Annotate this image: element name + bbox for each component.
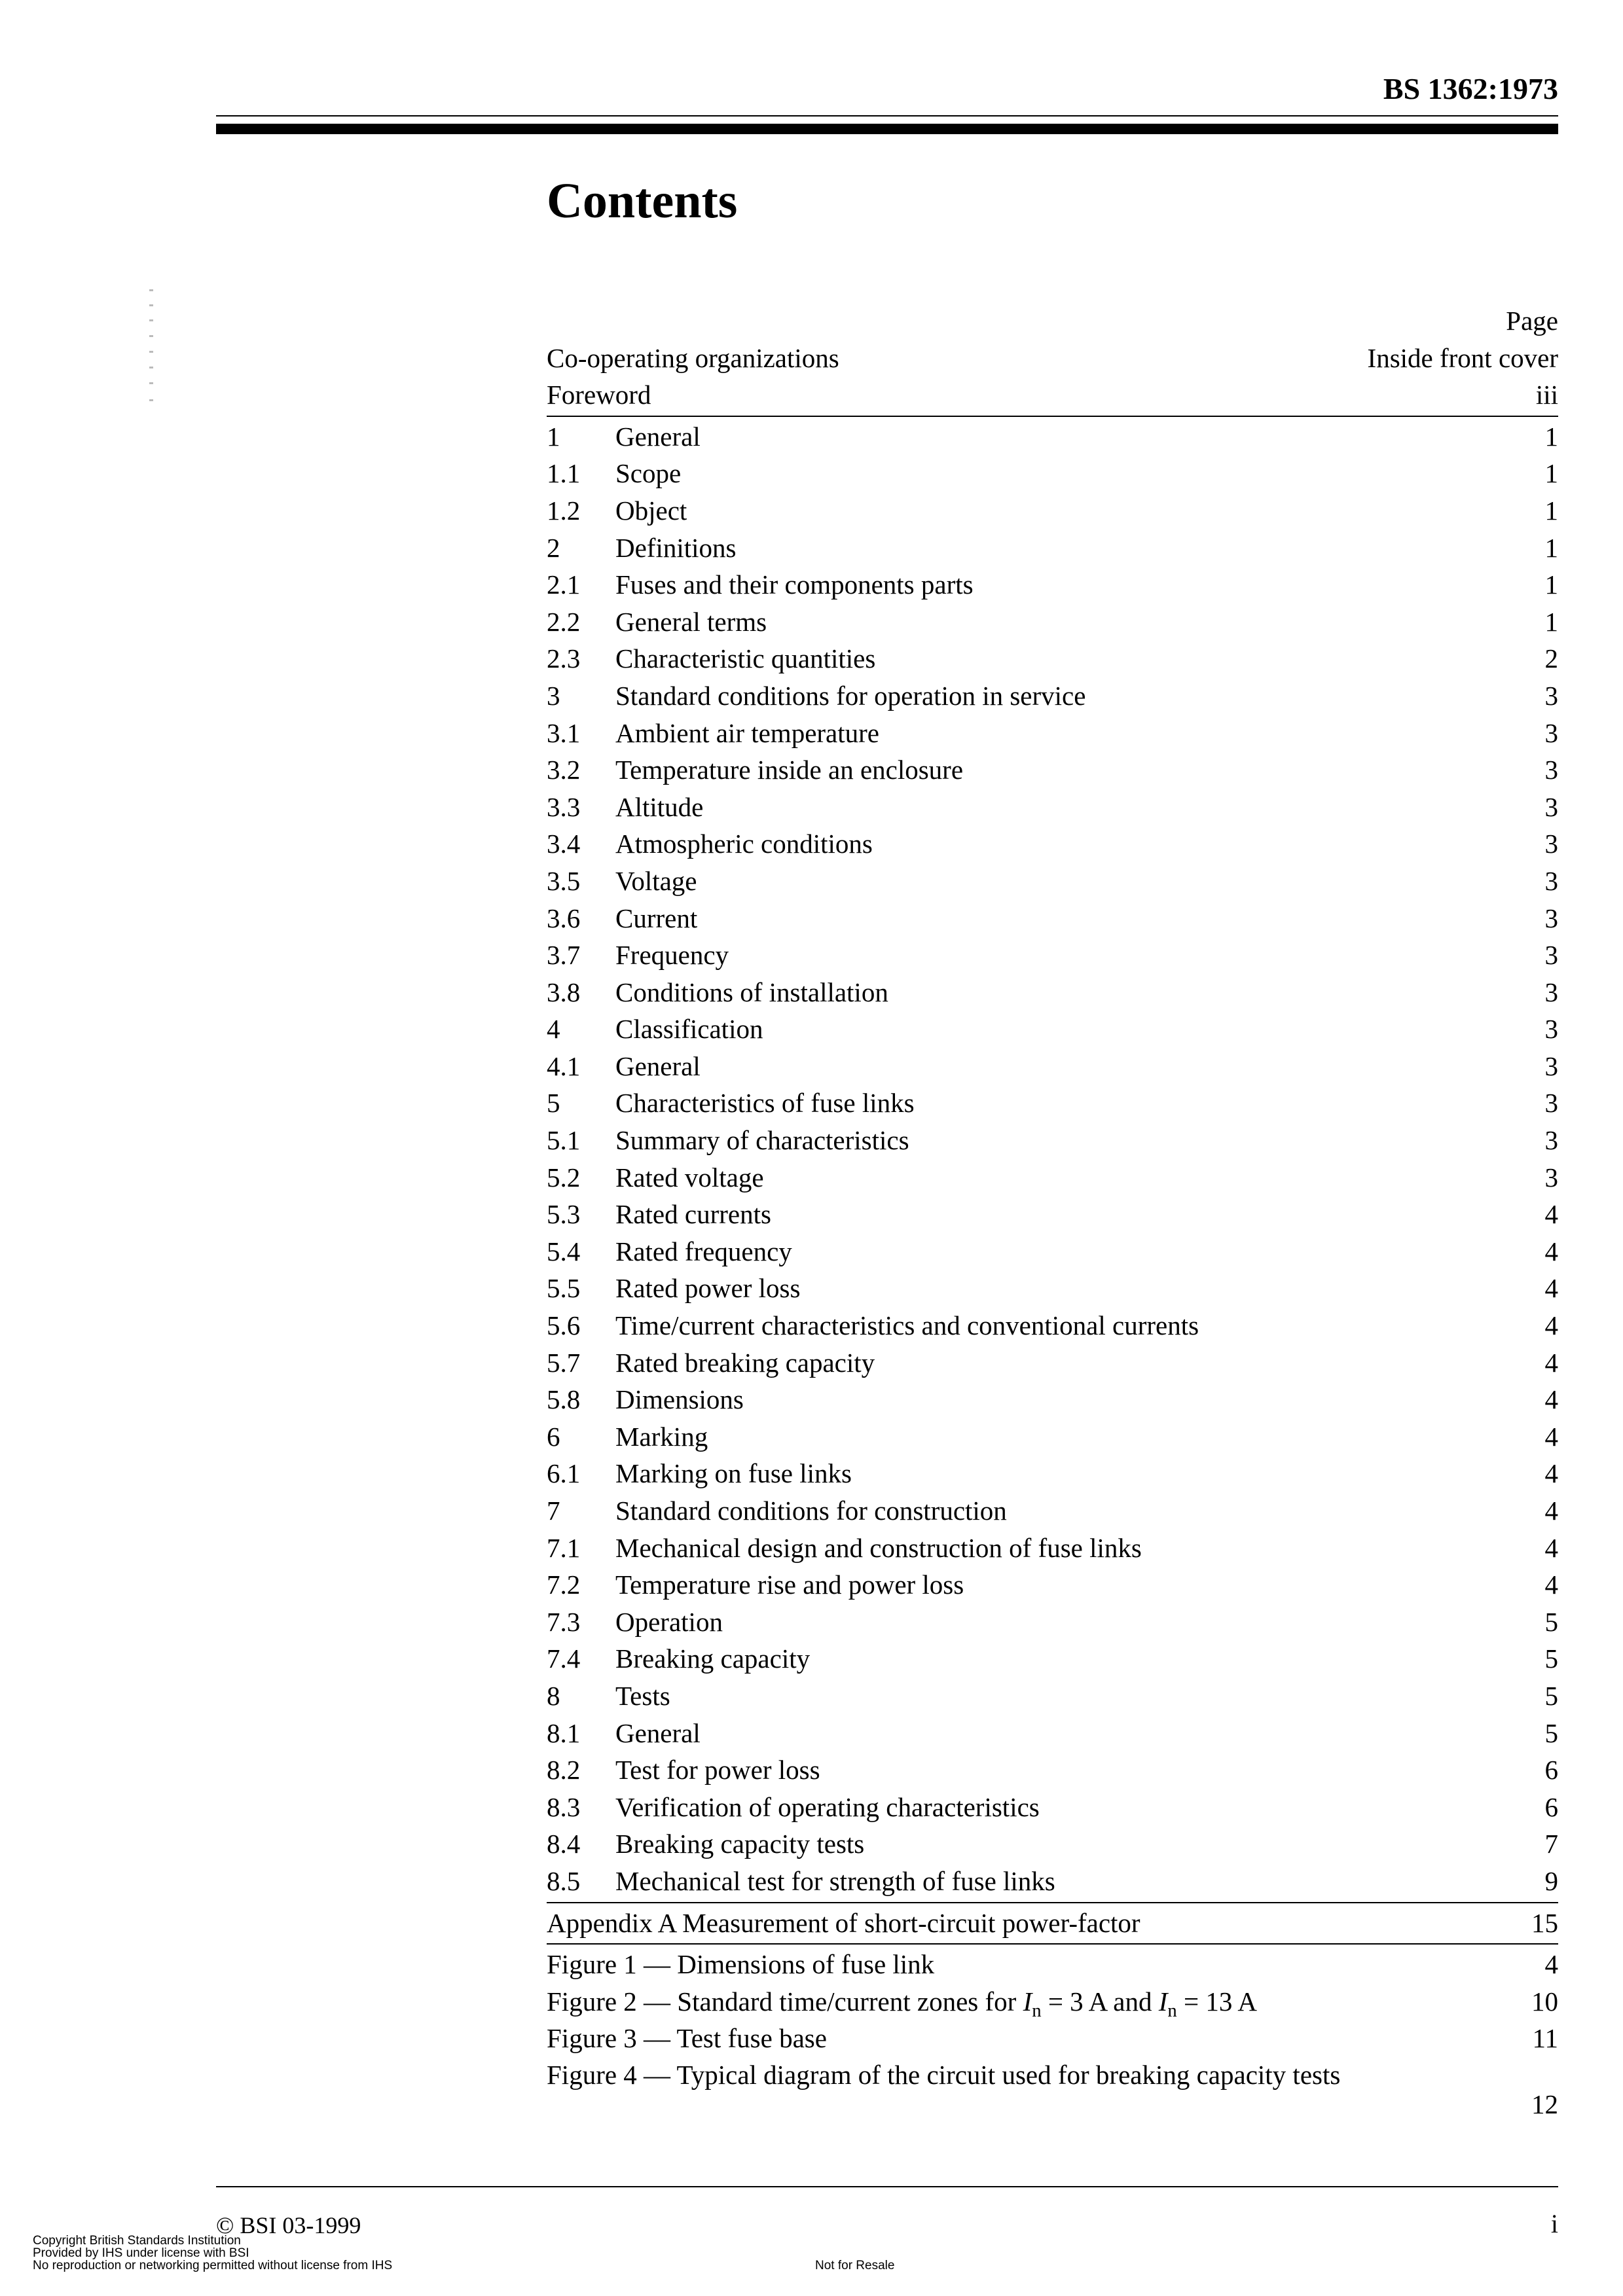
standard-id: BS 1362:1973 [1383, 72, 1558, 105]
toc-entry-title: Test for power loss [615, 1755, 820, 1785]
toc-entry-section[interactable] [547, 1011, 1558, 1048]
toc-entry-page: 6 [1544, 1791, 1558, 1822]
toc-entry-section[interactable] [547, 1418, 1558, 1456]
toc-entry-title: Tests [615, 1680, 670, 1711]
toc-entry-section[interactable] [547, 1789, 1558, 1826]
toc-entry-title: Mechanical design and construction of fuse links [615, 1532, 1142, 1563]
toc-entry-title: Marking on fuse links [615, 1458, 852, 1489]
toc-entry-title: Marking [615, 1421, 708, 1452]
toc-entry-title: Rated currents [615, 1199, 771, 1230]
toc-entry-page: 5 [1544, 1680, 1558, 1711]
toc-entry-page: 3 [1544, 680, 1558, 711]
toc-entry-section[interactable] [547, 1640, 1558, 1677]
toc-entry-page: 3 [1544, 791, 1558, 822]
toc-divider [547, 416, 1558, 417]
toc-entry-title: Figure 2 — Standard time/current zones for $I_n = 3$ A and $I_n = 13$ A [547, 1986, 1257, 2021]
toc-entry-section[interactable] [547, 1751, 1558, 1789]
toc-entry-section[interactable] [547, 1492, 1558, 1530]
toc-entry-title: Fuses and their components parts [615, 569, 974, 600]
toc-entry-page: 4 [1544, 1310, 1558, 1341]
toc-entry-title: Ambient air temperature [615, 717, 879, 748]
toc-entry-section[interactable] [547, 492, 1558, 529]
toc-entry-number: 8.5 [547, 1865, 581, 1896]
toc-entry-page: 1 [1544, 421, 1558, 452]
toc-entry-figure-1[interactable] [547, 1946, 1558, 1983]
toc-entry-number: 5.6 [547, 1310, 581, 1341]
toc-entry-number: 2.1 [547, 569, 581, 600]
toc-entry-page: Inside front cover [1367, 342, 1558, 373]
toc-entry-section[interactable] [547, 640, 1558, 677]
toc-entry-title: Figure 1 — Dimensions of fuse link [547, 1949, 935, 1980]
toc-entry-page: 3 [1544, 1014, 1558, 1045]
toc-entry-title: Frequency [615, 940, 729, 971]
toc-entry-number: 3.4 [547, 829, 581, 859]
toc-entry-page: 4 [1544, 1273, 1558, 1304]
toc-entry-page: 11 [1532, 2023, 1558, 2054]
toc-entry-title: Atmospheric conditions [615, 829, 873, 859]
toc-entry-page: 3 [1544, 1162, 1558, 1193]
toc-entry-number: 6.1 [547, 1458, 581, 1489]
toc-entry-section[interactable] [547, 455, 1558, 492]
toc-entry-page: 4 [1544, 1949, 1558, 1980]
toc-entry-section[interactable] [547, 1863, 1558, 1900]
toc-entry-section[interactable] [547, 715, 1558, 752]
license-line-2: Provided by IHS under license with BSI [33, 2246, 249, 2260]
toc-entry-title: General terms [615, 606, 767, 637]
toc-entry-title: Characteristics of fuse links [615, 1088, 915, 1119]
toc-entry-number: 7.3 [547, 1606, 581, 1637]
toc-entry-cooperating-organizations[interactable] [547, 340, 1558, 377]
toc-entry-title: Rated frequency [615, 1236, 792, 1266]
toc-entry-number: 7 [547, 1496, 560, 1526]
toc-entry-title: Verification of operating characteristics [615, 1791, 1040, 1822]
toc-entry-title: Standard conditions for construction [615, 1496, 1007, 1526]
toc-entry-page: 9 [1544, 1865, 1558, 1896]
toc-entry-section[interactable] [547, 1085, 1558, 1122]
toc-entry-number: 8.2 [547, 1755, 581, 1785]
toc-entry-title: Rated breaking capacity [615, 1347, 875, 1378]
toc-entry-number: 8.4 [547, 1829, 581, 1859]
toc-entry-section[interactable] [547, 789, 1558, 826]
toc-entry-page: 4 [1544, 1199, 1558, 1230]
toc-entry-number: 4 [547, 1014, 560, 1045]
toc-entry-title: Figure 3 — Test fuse base [547, 2023, 827, 2054]
toc-entry-page: iii [1535, 380, 1558, 410]
toc-entry-page: 4 [1544, 1347, 1558, 1378]
toc-entry-page: 3 [1544, 1050, 1558, 1081]
toc-entry-number: 5.4 [547, 1236, 581, 1266]
toc-entry-section[interactable] [547, 1344, 1558, 1382]
toc-entry-page: 10 [1531, 1986, 1558, 2017]
toc-entry-page: 3 [1544, 977, 1558, 1007]
toc-entry-page: 5 [1544, 1606, 1558, 1637]
toc-entry-number: 3.7 [547, 940, 581, 971]
toc-entry-page: 1 [1544, 495, 1558, 526]
toc-entry-number: 5.7 [547, 1347, 581, 1378]
toc-entry-foreword[interactable] [547, 376, 1558, 414]
toc-entry-section[interactable] [547, 974, 1558, 1011]
toc-entry-section[interactable] [547, 603, 1558, 641]
toc-entry-page: 1 [1544, 569, 1558, 600]
toc-entry-page: 5 [1544, 1643, 1558, 1674]
toc-entry-number: 8.1 [547, 1717, 581, 1748]
toc-entry-figure-3[interactable] [547, 2020, 1558, 2057]
toc-entry-number: 2.3 [547, 643, 581, 674]
toc-entry-section[interactable] [547, 1715, 1558, 1752]
toc-entry-page: 12 [1531, 2089, 1558, 2119]
toc-entry-figure-4[interactable] [547, 2057, 1558, 2121]
toc-entry-number: 6 [547, 1421, 560, 1452]
toc-entry-page: 1 [1544, 458, 1558, 489]
toc-entry-page: 3 [1544, 717, 1558, 748]
toc-entry-section[interactable] [547, 418, 1558, 456]
toc-entry-page: 4 [1544, 1570, 1558, 1600]
toc-entry-number: 2.2 [547, 606, 581, 637]
toc-entry-title: Mechanical test for strength of fuse links [615, 1865, 1055, 1896]
toc-entry-number: 3.2 [547, 755, 581, 785]
toc-entry-section[interactable] [547, 1825, 1558, 1863]
toc-entry-page: 1 [1544, 606, 1558, 637]
toc-entry-number: 3.5 [547, 865, 581, 896]
toc-entry-title: Breaking capacity [615, 1643, 811, 1674]
toc-entry-page: 3 [1544, 940, 1558, 971]
toc-entry-number: 1 [547, 421, 560, 452]
toc-entry-number: 2 [547, 532, 560, 563]
toc-entry-number: 3.6 [547, 903, 581, 933]
toc-entry-page: 4 [1544, 1236, 1558, 1266]
toc-entry-title: Operation [615, 1606, 723, 1637]
toc-entry-page: 1 [1544, 532, 1558, 563]
toc-entry-section[interactable] [547, 937, 1558, 974]
header-rule-thick [216, 124, 1558, 134]
toc-entry-number: 5.1 [547, 1125, 581, 1156]
toc-divider [547, 1943, 1558, 1945]
toc-entry-section[interactable] [547, 1677, 1558, 1715]
toc-entry-title: Standard conditions for operation in service [615, 680, 1086, 711]
page-title: Contents [547, 173, 738, 228]
toc-entry-page: 4 [1544, 1421, 1558, 1452]
toc-entry-section[interactable] [547, 1604, 1558, 1641]
toc-entry-section[interactable] [547, 1122, 1558, 1159]
toc-entry-page: 3 [1544, 865, 1558, 896]
toc-entry-number: 4.1 [547, 1050, 581, 1081]
toc-entry-section[interactable] [547, 1048, 1558, 1085]
toc-entry-section[interactable] [547, 1455, 1558, 1492]
table-of-contents [547, 302, 1558, 2121]
toc-entry-section[interactable] [547, 1530, 1558, 1567]
toc-entry-title: General [615, 421, 701, 452]
toc-entry-section[interactable] [547, 825, 1558, 863]
toc-entry-number: 3.3 [547, 791, 581, 822]
toc-entry-number: 3.1 [547, 717, 581, 748]
toc-entry-section[interactable] [547, 1233, 1558, 1270]
toc-entry-number: 1.1 [547, 458, 581, 489]
toc-entry-number: 3.8 [547, 977, 581, 1007]
toc-entry-title: General [615, 1050, 701, 1081]
not-for-resale: Not for Resale [815, 2259, 895, 2272]
toc-entry-title: Classification [615, 1014, 763, 1045]
toc-entry-number: 7.1 [547, 1532, 581, 1563]
toc-entry-number: 8.3 [547, 1791, 581, 1822]
toc-entry-title: Summary of characteristics [615, 1125, 909, 1156]
toc-entry-title: Conditions of installation [615, 977, 888, 1007]
toc-entry-section[interactable] [547, 1270, 1558, 1307]
toc-entry-page: 2 [1544, 643, 1558, 674]
footer-page-number: i [1550, 2209, 1558, 2238]
toc-entry-number: 5.3 [547, 1199, 581, 1230]
toc-entry-section[interactable] [547, 900, 1558, 937]
toc-entry-page: 4 [1544, 1458, 1558, 1489]
toc-entry-number: 1.2 [547, 495, 581, 526]
toc-entry-page: 6 [1544, 1755, 1558, 1785]
toc-entry-title: Object [615, 495, 687, 526]
toc-entry-title: Foreword [547, 380, 651, 410]
toc-entry-section[interactable] [547, 1381, 1558, 1418]
toc-entry-title: Altitude [615, 791, 704, 822]
toc-entry-page: 3 [1544, 829, 1558, 859]
toc-entry-title: General [615, 1717, 701, 1748]
toc-entry-section[interactable] [547, 1307, 1558, 1344]
toc-entry-page: 4 [1544, 1384, 1558, 1415]
toc-entry-title: Characteristic quantities [615, 643, 876, 674]
footer-copyright: © BSI 03-1999 [216, 2212, 361, 2238]
toc-entry-title: Time/current characteristics and conventional currents [615, 1310, 1199, 1341]
toc-entry-page: 15 [1531, 1907, 1558, 1938]
toc-entry-page: 7 [1544, 1829, 1558, 1859]
toc-entry-number: 3 [547, 680, 560, 711]
toc-entry-section[interactable] [547, 751, 1558, 789]
toc-entry-section[interactable] [547, 1196, 1558, 1233]
toc-entry-title: Voltage [615, 865, 697, 896]
toc-entry-title: Scope [615, 458, 682, 489]
footer-rule [216, 2186, 1558, 2187]
toc-entry-page: 5 [1544, 1717, 1558, 1748]
header-rule-thin [216, 115, 1558, 117]
toc-entry-title: Current [615, 903, 698, 933]
toc-page-header: Page [1506, 306, 1558, 336]
toc-entry-title: Temperature rise and power loss [615, 1570, 964, 1600]
toc-entry-number: 5.2 [547, 1162, 581, 1193]
toc-entry-page: 4 [1544, 1496, 1558, 1526]
toc-entry-page: 3 [1544, 755, 1558, 785]
toc-entry-appendix-a[interactable] [547, 1905, 1558, 1942]
toc-entry-page: 4 [1544, 1532, 1558, 1563]
toc-entry-page: 3 [1544, 903, 1558, 933]
toc-entry-figure-2[interactable] [547, 1983, 1558, 2020]
toc-entry-section[interactable] [547, 1159, 1558, 1196]
toc-entry-number: 7.2 [547, 1570, 581, 1600]
toc-entry-title: Co-operating organizations [547, 342, 839, 373]
toc-entry-section[interactable] [547, 863, 1558, 900]
toc-entry-title: Definitions [615, 532, 737, 563]
toc-entry-title: Appendix A Measurement of short-circuit power-factor [547, 1907, 1140, 1938]
toc-entry-number: 5.5 [547, 1273, 581, 1304]
toc-entry-title: Rated voltage [615, 1162, 764, 1193]
toc-divider [547, 1902, 1558, 1903]
toc-entry-title: Breaking capacity tests [615, 1829, 865, 1859]
toc-entry-number: 7.4 [547, 1643, 581, 1674]
toc-entry-number: 5.8 [547, 1384, 581, 1415]
toc-entry-number: 8 [547, 1680, 560, 1711]
toc-entry-number: 5 [547, 1088, 560, 1119]
toc-entry-section[interactable] [547, 529, 1558, 567]
toc-entry-section[interactable] [547, 566, 1558, 603]
toc-entry-title: Temperature inside an enclosure [615, 755, 964, 785]
toc-entry-page: 3 [1544, 1125, 1558, 1156]
license-line-1: Copyright British Standards Institution [33, 2234, 241, 2248]
toc-entry-title: Rated power loss [615, 1273, 801, 1304]
license-line-3: No reproduction or networking permitted without license from IHS [33, 2259, 393, 2272]
toc-entry-title: Figure 4 — Typical diagram of the circuit used for breaking capacity tests [547, 2059, 1341, 2090]
toc-entry-page: 3 [1544, 1088, 1558, 1119]
toc-entry-section[interactable] [547, 677, 1558, 715]
toc-entry-section[interactable] [547, 1566, 1558, 1604]
toc-section-list [547, 418, 1558, 1900]
toc-entry-title: Dimensions [615, 1384, 744, 1415]
